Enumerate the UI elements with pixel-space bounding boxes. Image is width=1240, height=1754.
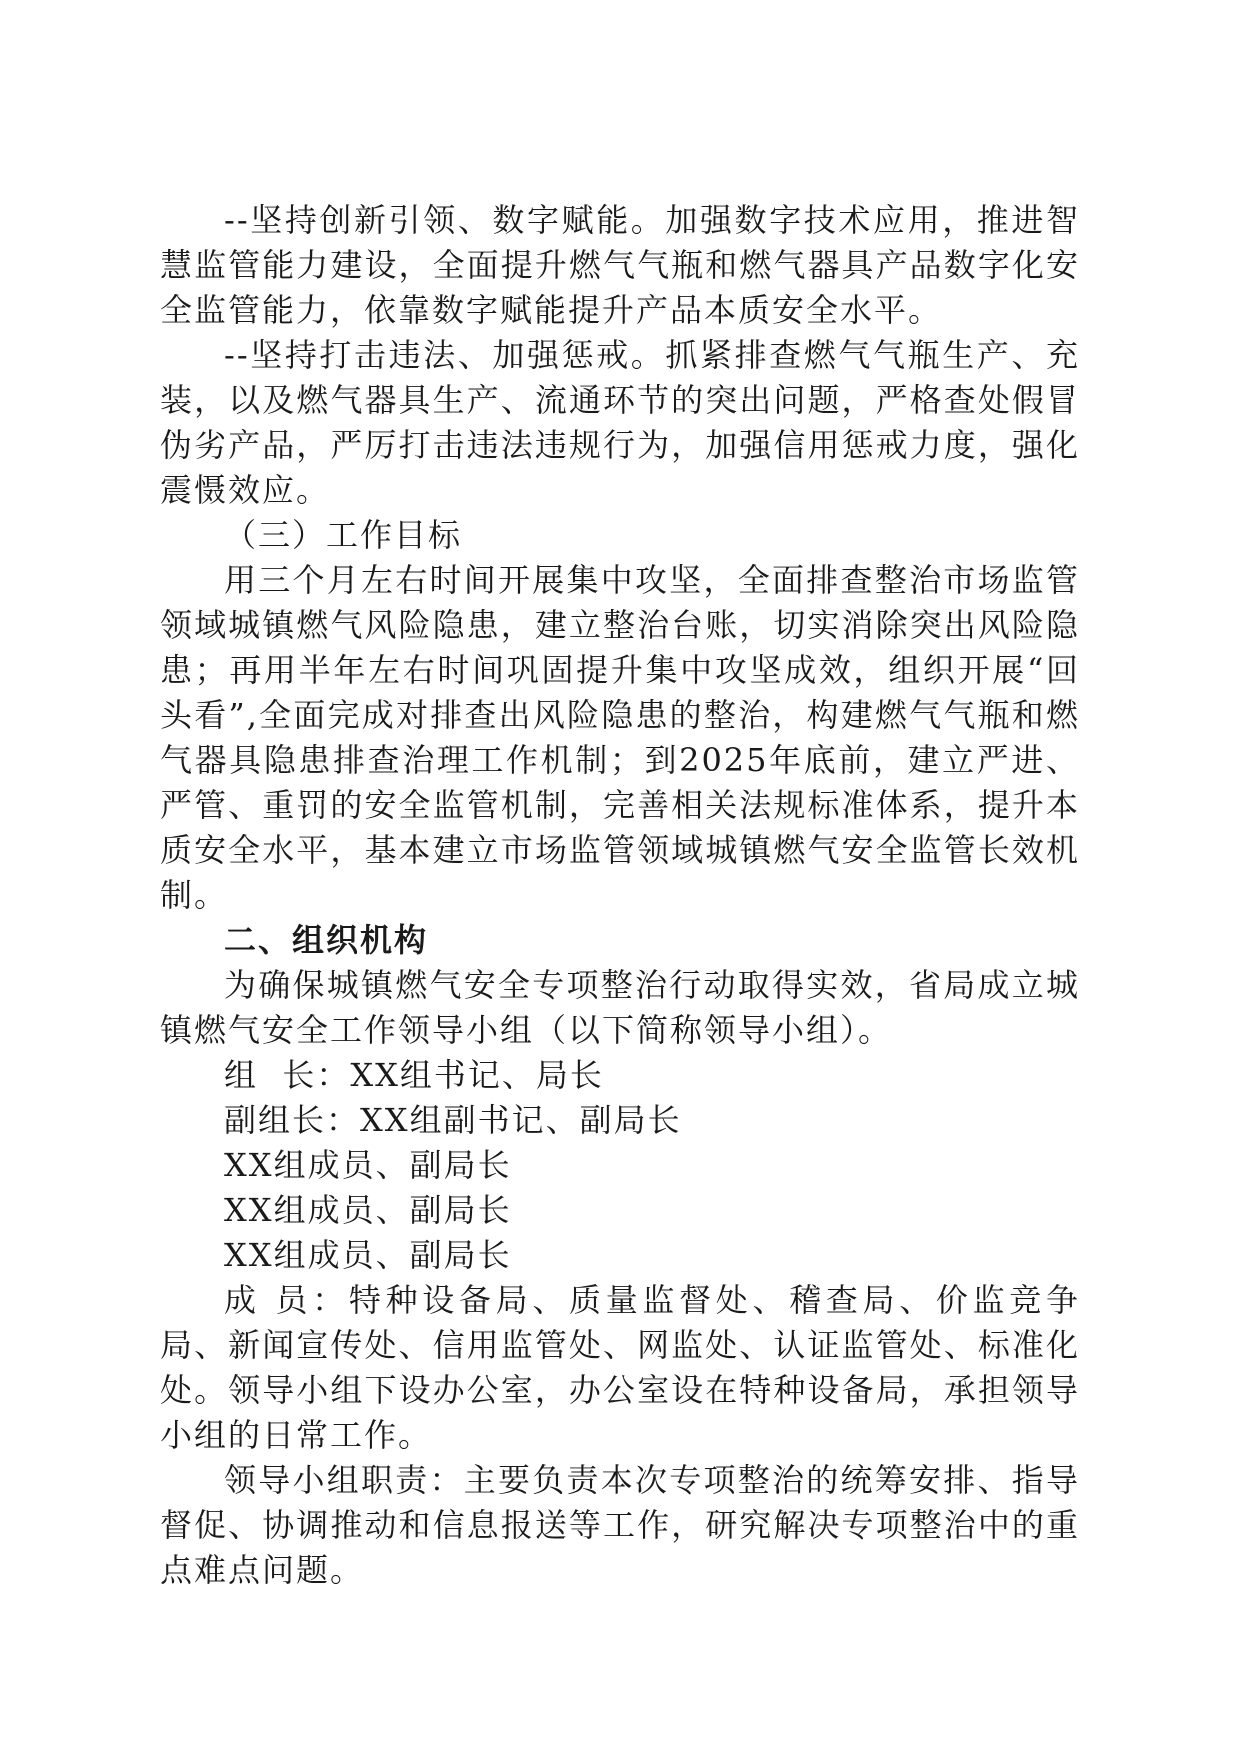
document-body: [160, 198, 1080, 1593]
section-work-goals-heading: （三）工作目标: [224, 516, 463, 554]
deputy-group-leader: 副组长：XX组副书记、副局长: [224, 1101, 682, 1139]
organization-intro: 为确保城镇燃气安全专项整治行动取得实效，省局成立城镇燃气安全工作领导小组（以下简称领导小组）。: [160, 966, 1080, 1049]
principle-digital-empowerment: --坚持创新引领、数字赋能。加强数字技术应用，推进智慧监管能力建设，全面提升燃气气瓶和燃气器具产品数字化安全监管能力，依靠数字赋能提升产品本质安全水平。: [160, 201, 1080, 329]
leading-group-duties: 领导小组职责：主要负责本次专项整治的统筹安排、指导督促、协调推动和信息报送等工作，研究解决专项整治中的重点难点问题。: [160, 1461, 1080, 1589]
group-leader: 组 长：XX组书记、局长: [224, 1056, 604, 1094]
group-member-1: XX组成员、副局长: [224, 1146, 512, 1184]
work-goals-text: 用三个月左右时间开展集中攻坚，全面排查整治市场监管领域城镇燃气风险隐患，建立整治台账，切实消除突出风险隐患；再用半年左右时间巩固提升集中攻坚成效，组织开展“回头看”,全面完成对排查出风险隐患的整治，构建燃气气瓶和燃气器具隐患排查治理工作机制；到2025年底前，建立严进、严管、重罚的安全监管机制，完善相关法规标准体系，提升本质安全水平，基本建立市场监管领域城镇燃气安全监管长效机制。: [160, 561, 1080, 914]
group-member-3: XX组成员、副局长: [224, 1236, 512, 1274]
group-member-2: XX组成员、副局长: [224, 1191, 512, 1229]
principle-combat-violations: --坚持打击违法、加强惩戒。抓紧排查燃气气瓶生产、充装，以及燃气器具生产、流通环节的突出问题，严格查处假冒伪劣产品，严厉打击违法违规行为，加强信用惩戒力度，强化震慑效应。: [160, 336, 1080, 509]
group-members-departments: 成 员：特种设备局、质量监督处、稽查局、价监竞争局、新闻宣传处、信用监管处、网监处、认证监管处、标准化处。领导小组下设办公室，办公室设在特种设备局，承担领导小组的日常工作。: [160, 1281, 1080, 1454]
organization-heading: 二、组织机构: [224, 921, 429, 959]
